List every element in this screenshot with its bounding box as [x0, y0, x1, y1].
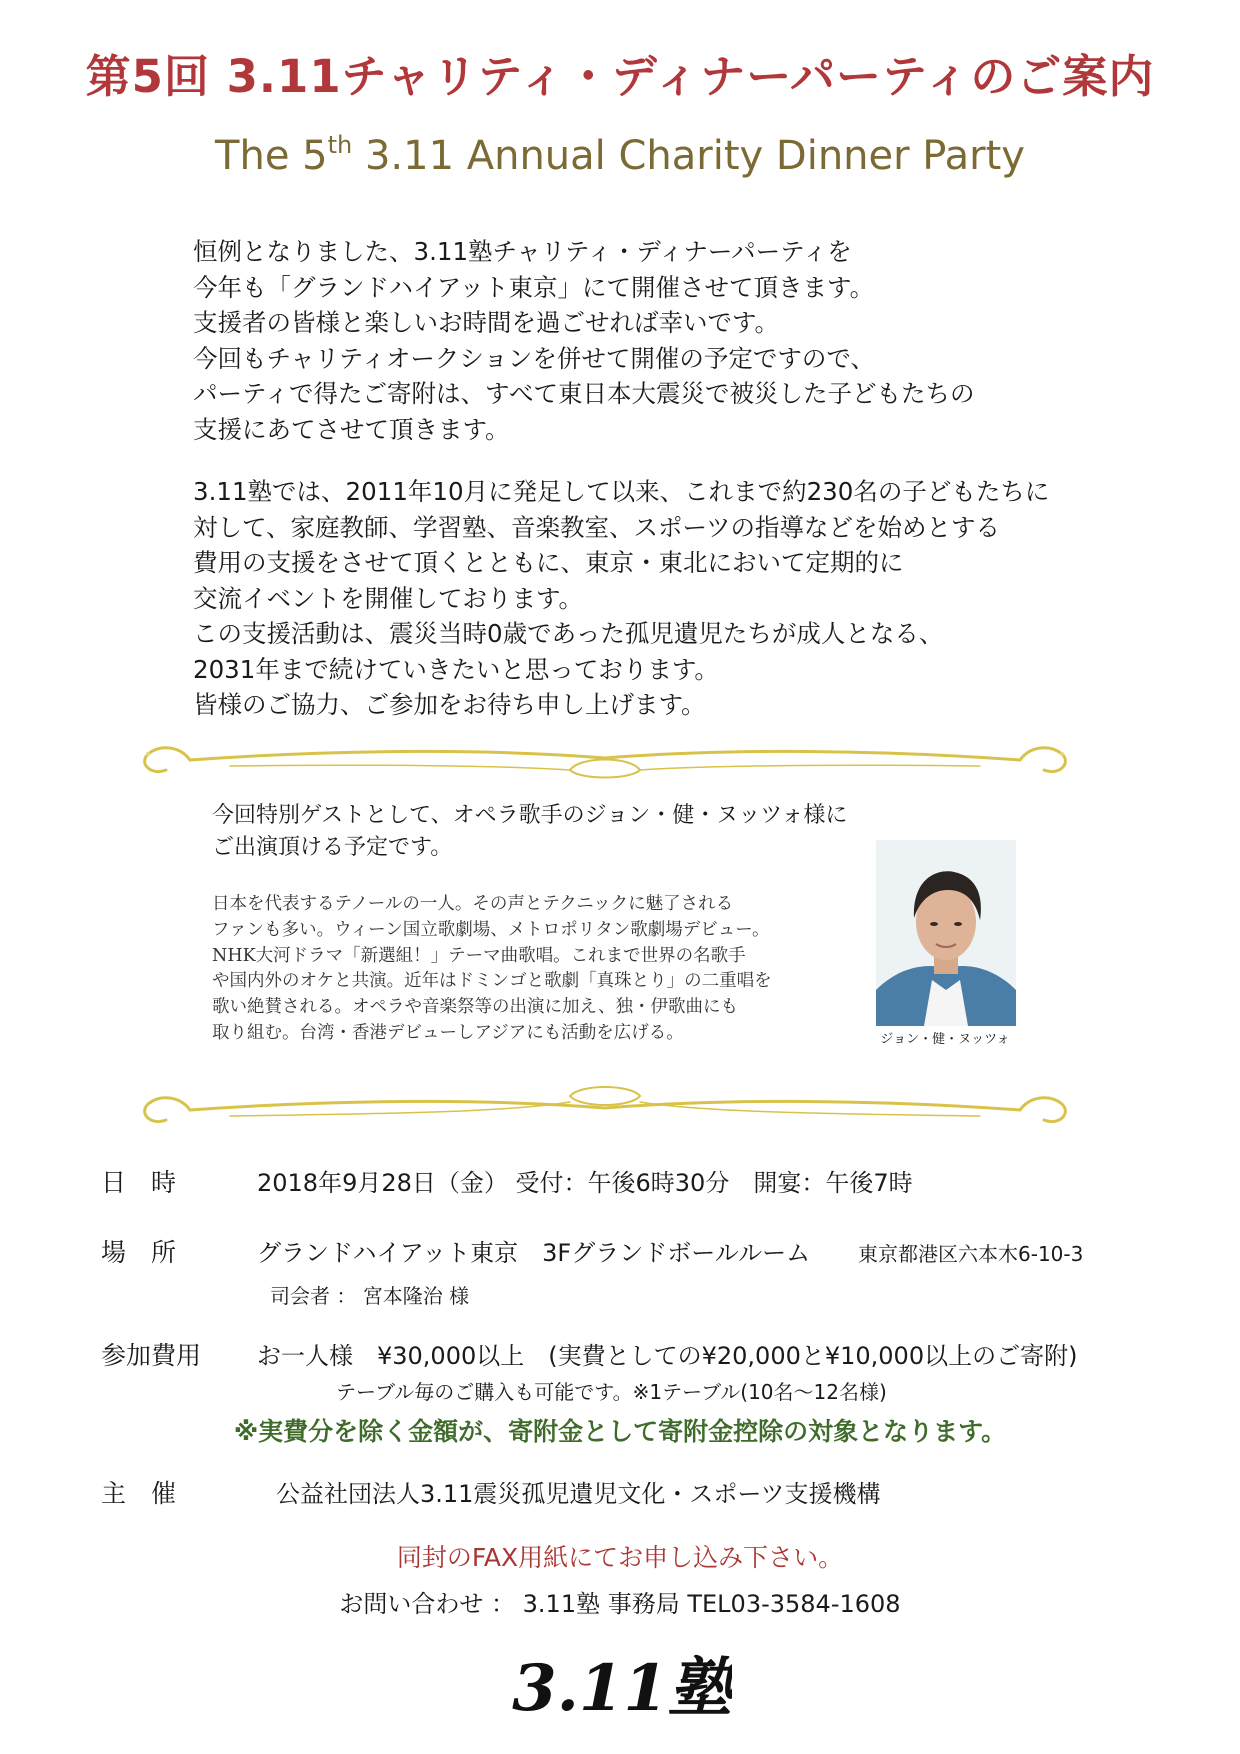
venue-address: 東京都港区六本木6-10-3 — [858, 1242, 1084, 1266]
guest-portrait-illustration — [876, 840, 1016, 1026]
guest-bio-line: 日本を代表するテノールの一人。その声とテクニックに魅了される — [212, 894, 734, 914]
logo-text: 3.11塾 — [512, 1651, 732, 1726]
gold-ornament-divider — [130, 1082, 1080, 1130]
subtitle-suffix: 3.11 Annual Charity Dinner Party — [352, 133, 1025, 179]
page-title: 第5回 3.11チャリティ・ディナーパーティのご案内 — [85, 50, 1155, 103]
activity-line: この支援活動は、震災当時0歳であった孤児遺児たちが成人となる、 — [193, 619, 944, 648]
datetime-value: 2018年9月28日（金） 受付：午後6時30分 開宴：午後7時 — [257, 1169, 913, 1197]
venue-label: 場 所 — [101, 1238, 177, 1267]
contact-info: お問い合わせ ： 3.11塾 事務局 TEL03-3584-1608 — [339, 1590, 901, 1618]
photo-caption: ジョン・健・ヌッツォ — [880, 1032, 1010, 1047]
guest-lead-line: ご出演頂ける予定です。 — [212, 835, 453, 860]
fee-value: お一人様 ¥30,000以上 (実費としての¥20,000と¥10,000以上のご寄附) — [257, 1342, 1078, 1370]
intro-line: パーティで得たご寄附は、すべて東日本大震災で被災した子どもたちの — [193, 379, 975, 408]
tax-notice: ※実費分を除く金額が、寄附金として寄附金控除の対象となります。 — [233, 1417, 1007, 1446]
guest-lead-line: 今回特別ゲストとして、オペラ歌手のジョン・健・ヌッツォ様に — [212, 803, 848, 828]
fee-label: 参加費用 — [101, 1341, 202, 1370]
activity-line: 3.11塾では、2011年10月に発足して以来、これまで約230名の子どもたちに — [193, 477, 1050, 506]
guest-lead — [212, 800, 847, 864]
guest-photo — [876, 840, 1016, 1026]
guest-bio — [212, 892, 772, 1047]
activity-line: 皆様のご協力、ご参加をお待ち申し上げます。 — [193, 690, 706, 719]
guest-bio-line: 取り組む。台湾・香港デビューしアジアにも活動を広げる。 — [212, 1022, 684, 1043]
guest-bio-line: NHK大河ドラマ「新選組！」テーマ曲歌唱。これまで世界の名歌手 — [212, 945, 746, 966]
page-subtitle — [0, 133, 1240, 179]
fee-note: テーブル毎のご購入も可能です。※1テーブル(10名～12名様) — [336, 1380, 887, 1404]
activity-line: 対して、家庭教師、学習塾、音楽教室、スポーツの指導などを始めとする — [193, 512, 1001, 542]
organization-logo — [512, 1640, 732, 1730]
activity-line: 費用の支援をさせて頂くとともに、東京・東北において定期的に — [193, 548, 904, 577]
intro-line: 今年も「グランドハイアット東京」にて開催させて頂きます。 — [193, 272, 875, 302]
intro-paragraph — [193, 234, 1153, 447]
gold-ornament-divider — [130, 736, 1080, 784]
activity-line: 交流イベントを開催しております。 — [193, 583, 584, 613]
guest-bio-line: 歌い絶賛される。オペラや音楽祭等の出演に加え、独・伊歌曲にも — [212, 997, 739, 1018]
intro-line: 今回もチャリティオークションを併せて開催の予定ですので、 — [193, 343, 875, 373]
intro-line: 恒例となりました、3.11塾チャリティ・ディナーパーティを — [193, 237, 852, 266]
intro-line: 支援者の皆様と楽しいお時間を過ごせれば幸いです。 — [193, 308, 780, 337]
intro-line: 支援にあてさせて頂きます。 — [193, 414, 510, 444]
guest-bio-line: や国内外のオケと共演。近年はドミンゴと歌劇「真珠とり」の二重唱を — [212, 971, 772, 992]
organizer-value: 公益社団法人3.11震災孤児遺児文化・スポーツ支援機構 — [276, 1480, 881, 1508]
subtitle-superscript: th — [327, 131, 353, 159]
venue-value: グランドハイアット東京 3Fグランドボールルーム — [257, 1239, 811, 1267]
datetime-label: 日 時 — [101, 1168, 177, 1197]
activity-line: 2031年まで続けていきたいと思っております。 — [193, 654, 719, 684]
mc-name: 司会者 ： 宮本隆治 様 — [270, 1284, 470, 1308]
application-instruction: 同封のFAX用紙にてお申し込み下さい。 — [396, 1543, 844, 1572]
activity-paragraph — [193, 474, 1153, 723]
subtitle-prefix: The 5 — [215, 133, 328, 179]
organizer-label: 主 催 — [101, 1479, 177, 1508]
guest-bio-line: ファンも多い。ウィーン国立歌劇場、メトロポリタン歌劇場デビュー。 — [212, 919, 770, 940]
